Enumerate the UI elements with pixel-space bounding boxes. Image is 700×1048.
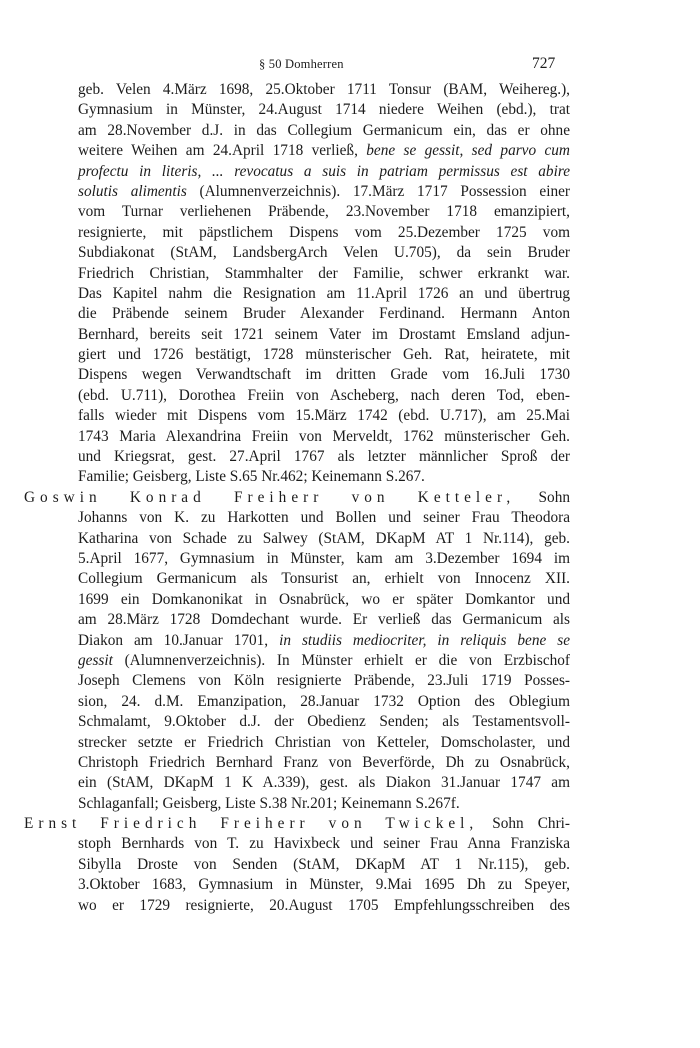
text-run: Joseph Clemens von Köln resignierte Präbende, 23.Juli 1719 Posses- <box>78 672 570 690</box>
text-run: am 28.März 1728 Domdechant wurde. Er verließ das Germanicum als <box>78 611 570 629</box>
italic-quote: profectu in literis, ... revocatus a suis in patriam permissus est abire <box>78 162 570 180</box>
text-line <box>24 467 570 487</box>
text-run: resignierte, mit päpstlichem Dispens vom 25.Dezember 1725 vom <box>78 223 570 241</box>
text-run: Diakon am 10.Januar 1701, <box>78 631 280 649</box>
text-run: wo er 1729 resignierte, 20.August 1705 Empfehlungsschreiben des <box>78 896 570 914</box>
text-line <box>24 875 570 895</box>
text-line <box>24 80 570 100</box>
text-run: Katharina von Schade zu Salwey (StAM, DKapM AT 1 Nr.114), geb. <box>78 529 570 547</box>
text-run: Dispens wegen Verwandtschaft im dritten Grade vom 16.Juli 1730 <box>78 366 570 384</box>
text-line <box>24 712 570 732</box>
text-line <box>24 610 570 630</box>
text-line <box>24 121 570 141</box>
text-line <box>24 427 570 447</box>
text-run: Das Kapitel nahm die Resignation am 11.April 1726 an und übertrug <box>78 284 570 302</box>
text-run: vom Turnar verliehenen Präbende, 23.November 1718 emanzipiert, <box>78 203 570 221</box>
text-run: falls wieder mit Dispens vom 15.März 1742 (ebd. U.717), am 25.Mai <box>78 407 570 425</box>
text-line <box>24 529 570 549</box>
text-line <box>24 162 570 182</box>
text-run: die Präbende seinem Bruder Alexander Ferdinand. Hermann Anton <box>78 305 570 323</box>
text-line <box>24 284 570 304</box>
text-run: Collegium Germanicum als Tonsurist an, erhielt von Innocenz XII. <box>78 570 570 588</box>
text-line <box>24 549 570 569</box>
text-line <box>24 304 570 324</box>
italic-quote: solutis alimentis <box>78 182 187 200</box>
page-number: 727 <box>532 55 556 72</box>
text-line <box>24 182 570 202</box>
text-line <box>24 834 570 854</box>
text-run: Friedrich Christian, Stammhalter der Familie, schwer erkrankt war. <box>78 264 570 282</box>
text-line <box>24 569 570 589</box>
section-title: § 50 Domherren <box>259 57 344 71</box>
text-run: Bernhard, bereits seit 1721 seinem Vater im Drostamt Emsland adjun- <box>78 325 570 343</box>
text-run: am 28.November d.J. in das Collegium Germanicum ein, das er ohne <box>78 121 570 139</box>
text-run: 3.Oktober 1683, Gymnasium in Münster, 9.Mai 1695 Dh zu Speyer, <box>78 876 570 894</box>
text-line <box>24 814 570 834</box>
text-run: 5.April 1677, Gymnasium in Münster, kam am 3.Dezember 1694 im <box>78 549 570 567</box>
entry-name: Goswin Konrad Freiherr von Ketteler, <box>24 488 516 506</box>
text-run: 1699 ein Domkanonikat in Osnabrück, wo er später Domkantor und <box>78 590 570 608</box>
text-run: und Kriegsrat, gest. 27.April 1767 als letzter männlicher Sproß der <box>78 448 570 466</box>
text-run: Sohn Chri- <box>478 815 571 833</box>
italic-quote: gessit <box>78 651 113 669</box>
text-run: Gymnasium in Münster, 24.August 1714 niedere Weihen (ebd.), trat <box>78 101 570 119</box>
text-run: 1743 Maria Alexandrina Freiin von Merveldt, 1762 münsterischer Geh. <box>78 427 570 445</box>
text-run: Sibylla Droste von Senden (StAM, DKapM AT 1 Nr.115), geb. <box>78 855 570 873</box>
text-line <box>24 386 570 406</box>
text-line <box>24 223 570 243</box>
text-run: Subdiakonat (StAM, LandsbergArch Velen U.705), da sein Bruder <box>78 244 570 262</box>
text-run: (Alumnenverzeichnis). In Münster erhielt er die von Erzbischof <box>112 651 570 669</box>
text-run: (Alumnenverzeichnis). 17.März 1717 Possession einer <box>186 182 570 200</box>
text-line <box>24 733 570 753</box>
text-run: (ebd. U.711), Dorothea Freiin von Ascheberg, nach deren Tod, eben- <box>78 386 570 404</box>
text-run: Schmalamt, 9.Oktober d.J. der Obedienz Senden; als Testamentsvoll- <box>78 713 570 731</box>
text-line <box>24 631 570 651</box>
text-run: ein (StAM, DKapM 1 K A.339), gest. als Diakon 31.Januar 1747 am <box>78 774 570 792</box>
text-line <box>24 100 570 120</box>
text-line <box>24 447 570 467</box>
text-line <box>24 753 570 773</box>
italic-quote: in studiis mediocriter, in reliquis bene se <box>279 631 570 649</box>
text-line <box>24 264 570 284</box>
text-line <box>24 651 570 671</box>
text-run: Johanns von K. zu Harkotten und Bollen und seiner Frau Theodora <box>78 509 570 527</box>
text-run: Schlaganfall; Geisberg, Liste S.38 Nr.201; Keinemann S.267f. <box>78 794 460 812</box>
text-line <box>24 406 570 426</box>
text-line <box>24 325 570 345</box>
text-run: strecker setzte er Friedrich Christian von Ketteler, Domscholaster, und <box>78 733 570 751</box>
running-header <box>0 55 700 77</box>
text-line <box>24 773 570 793</box>
text-line <box>24 202 570 222</box>
text-line <box>24 345 570 365</box>
italic-quote: bene se gessit, sed parvo cum <box>366 142 570 160</box>
text-run: stoph Bernhards von T. zu Havixbeck und seiner Frau Anna Franziska <box>78 835 570 853</box>
text-line <box>24 855 570 875</box>
text-line <box>24 243 570 263</box>
text-line <box>24 365 570 385</box>
text-line <box>24 896 570 916</box>
body-text <box>24 80 570 916</box>
text-run: Familie; Geisberg, Liste S.65 Nr.462; Keinemann S.267. <box>78 468 425 486</box>
text-run: sion, 24. d.M. Emanzipation, 28.Januar 1732 Option des Oblegium <box>78 692 570 710</box>
text-line <box>24 141 570 161</box>
text-line <box>24 488 570 508</box>
text-run: Christoph Friedrich Bernhard Franz von Beverförde, Dh zu Osnabrück, <box>78 753 570 771</box>
text-line <box>24 508 570 528</box>
text-run: geb. Velen 4.März 1698, 25.Oktober 1711 Tonsur (BAM, Weihereg.), <box>78 81 570 98</box>
text-line <box>24 692 570 712</box>
text-run: weitere Weihen am 24.April 1718 verließ, <box>78 142 367 160</box>
text-line <box>24 590 570 610</box>
text-line <box>24 794 570 814</box>
text-run: giert und 1726 bestätigt, 1728 münsterischer Geh. Rat, heiratete, mit <box>78 346 570 364</box>
text-line <box>24 671 570 691</box>
text-run: Sohn <box>515 488 570 506</box>
entry-name: Ernst Friedrich Freiherr von Twickel, <box>24 815 479 833</box>
